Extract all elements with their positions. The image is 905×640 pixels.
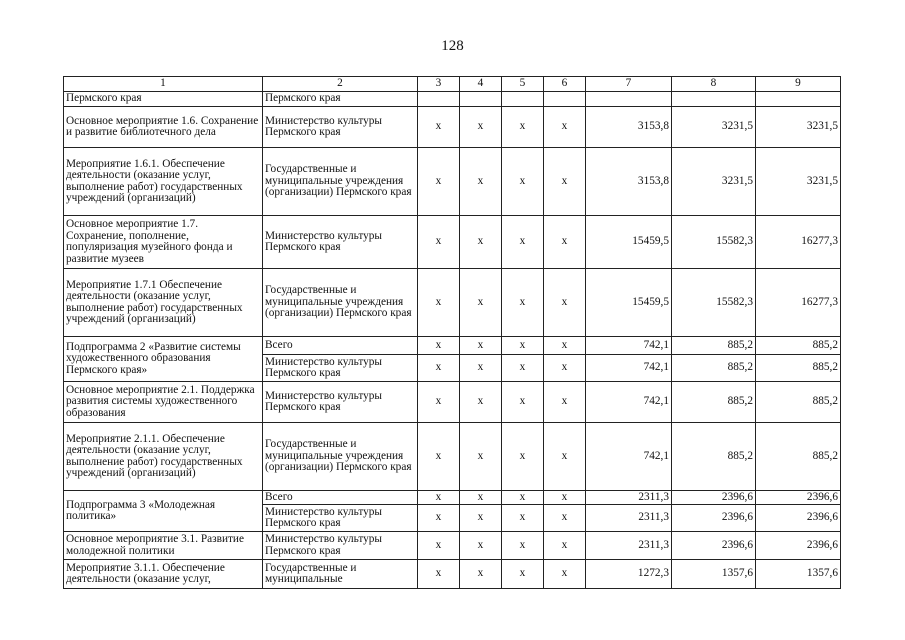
value-col8: 3231,5 — [672, 148, 756, 216]
value-col7: 1272,3 — [586, 560, 672, 589]
value-col8: 3231,5 — [672, 107, 756, 148]
col-header-3: 3 — [418, 77, 460, 92]
value-col9: 16277,3 — [756, 216, 841, 269]
mark-x: x — [460, 505, 502, 532]
budget-table — [63, 76, 841, 589]
value-col7: 742,1 — [586, 423, 672, 491]
table-row — [64, 491, 841, 505]
executor: Государственные и муниципальные учреждения (организации) Пермского края — [263, 269, 418, 337]
program-name: Основное мероприятие 1.6. Сохранение и развитие библиотечного дела — [64, 107, 263, 148]
table-row — [64, 423, 841, 491]
value-col9: 885,2 — [756, 337, 841, 355]
value-col9: 885,2 — [756, 382, 841, 423]
mark-x: x — [460, 269, 502, 337]
mark-x: x — [544, 560, 586, 589]
mark-x: x — [502, 423, 544, 491]
value-col9: 885,2 — [756, 423, 841, 491]
mark-x: x — [460, 382, 502, 423]
mark-x: x — [460, 560, 502, 589]
mark-x: x — [418, 269, 460, 337]
value-col9: 16277,3 — [756, 269, 841, 337]
table-row — [64, 532, 841, 560]
value-col7: 742,1 — [586, 382, 672, 423]
executor: Министерство культуры Пермского края — [263, 382, 418, 423]
mark-x: x — [460, 216, 502, 269]
mark-x: x — [502, 532, 544, 560]
mark-x: x — [460, 337, 502, 355]
mark-x: x — [502, 337, 544, 355]
program-name: Мероприятие 2.1.1. Обеспечение деятельности (оказание услуг, выполнение работ) государственных учреждений (организаций) — [64, 423, 263, 491]
mark-x: x — [418, 491, 460, 505]
value-col7: 742,1 — [586, 337, 672, 355]
value-col8: 2396,6 — [672, 505, 756, 532]
value-col7: 15459,5 — [586, 269, 672, 337]
mark-x: x — [544, 216, 586, 269]
mark-x: x — [418, 337, 460, 355]
col-header-4: 4 — [460, 77, 502, 92]
mark-x: x — [418, 423, 460, 491]
mark-x: x — [460, 491, 502, 505]
value-col7: 3153,8 — [586, 107, 672, 148]
mark-x: x — [502, 560, 544, 589]
mark-x: x — [544, 423, 586, 491]
page-number: 128 — [441, 38, 464, 54]
value-col8: 2396,6 — [672, 491, 756, 505]
mark-x: x — [544, 491, 586, 505]
executor: Пермского края — [263, 92, 418, 107]
program-name: Основное мероприятие 1.7. Сохранение, пополнение, популяризация музейного фонда и развитие музеев — [64, 216, 263, 269]
mark-x: x — [418, 355, 460, 382]
mark-x: x — [544, 505, 586, 532]
program-name: Подпрограмма 2 «Развитие системы художественного образования Пермского края» — [64, 337, 263, 382]
mark-x: x — [502, 148, 544, 216]
mark-x: x — [418, 107, 460, 148]
table-row — [64, 148, 841, 216]
table-row — [64, 382, 841, 423]
table-row — [64, 107, 841, 148]
executor: Всего — [263, 491, 418, 505]
program-name: Пермского края — [64, 92, 263, 107]
mark-x: x — [418, 148, 460, 216]
table-row — [64, 560, 841, 589]
mark-x: x — [544, 107, 586, 148]
value-col7: 15459,5 — [586, 216, 672, 269]
header-row — [64, 77, 841, 92]
col-header-7: 7 — [586, 77, 672, 92]
col-header-1: 1 — [64, 77, 263, 92]
mark-x: x — [502, 107, 544, 148]
col-header-6: 6 — [544, 77, 586, 92]
value-col7: 2311,3 — [586, 505, 672, 532]
executor: Государственные и муниципальные учреждения (организации) Пермского края — [263, 148, 418, 216]
mark-x: x — [418, 560, 460, 589]
mark-x: x — [460, 355, 502, 382]
mark-x: x — [544, 337, 586, 355]
value-col7: 742,1 — [586, 355, 672, 382]
value-col7: 2311,3 — [586, 532, 672, 560]
value-col8: 2396,6 — [672, 532, 756, 560]
value-col8: 885,2 — [672, 423, 756, 491]
mark-x: x — [502, 355, 544, 382]
mark-x: x — [460, 423, 502, 491]
value-col9: 3231,5 — [756, 107, 841, 148]
value-col8: 885,2 — [672, 355, 756, 382]
col-header-8: 8 — [672, 77, 756, 92]
value-col9: 2396,6 — [756, 505, 841, 532]
mark-x: x — [418, 532, 460, 560]
value-col7: 3153,8 — [586, 148, 672, 216]
executor: Министерство культуры Пермского края — [263, 355, 418, 382]
mark-x: x — [544, 148, 586, 216]
executor: Государственные и муниципальные учреждения (организации) Пермского края — [263, 423, 418, 491]
table-row — [64, 337, 841, 355]
table-row — [64, 216, 841, 269]
value-col9: 2396,6 — [756, 532, 841, 560]
value-col8: 1357,6 — [672, 560, 756, 589]
executor: Министерство культуры Пермского края — [263, 107, 418, 148]
col-header-5: 5 — [502, 77, 544, 92]
mark-x: x — [544, 532, 586, 560]
mark-x: x — [502, 505, 544, 532]
mark-x: x — [418, 382, 460, 423]
program-name: Основное мероприятие 3.1. Развитие молодежной политики — [64, 532, 263, 560]
mark-x: x — [502, 382, 544, 423]
mark-x: x — [502, 269, 544, 337]
mark-x: x — [544, 269, 586, 337]
mark-x: x — [418, 216, 460, 269]
mark-x: x — [502, 491, 544, 505]
mark-x: x — [502, 216, 544, 269]
mark-x: x — [544, 382, 586, 423]
value-col8: 885,2 — [672, 337, 756, 355]
program-name: Мероприятие 1.6.1. Обеспечение деятельности (оказание услуг, выполнение работ) государственных учреждений (организаций) — [64, 148, 263, 216]
value-col9: 1357,6 — [756, 560, 841, 589]
value-col7: 2311,3 — [586, 491, 672, 505]
program-name: Подпрограмма 3 «Молодежная политика» — [64, 491, 263, 532]
value-col9: 885,2 — [756, 355, 841, 382]
value-col8: 15582,3 — [672, 216, 756, 269]
mark-x: x — [418, 505, 460, 532]
mark-x: x — [460, 148, 502, 216]
program-name: Мероприятие 1.7.1 Обеспечение деятельности (оказание услуг, выполнение работ) государственных учреждений (организаций) — [64, 269, 263, 337]
program-name: Мероприятие 3.1.1. Обеспечение деятельности (оказание услуг, — [64, 560, 263, 589]
executor: Министерство культуры Пермского края — [263, 532, 418, 560]
program-name: Основное мероприятие 2.1. Поддержка развития системы художественного образования — [64, 382, 263, 423]
table-row — [64, 92, 841, 107]
value-col9: 3231,5 — [756, 148, 841, 216]
executor: Государственные и муниципальные — [263, 560, 418, 589]
value-col9: 2396,6 — [756, 491, 841, 505]
col-header-2: 2 — [263, 77, 418, 92]
executor: Министерство культуры Пермского края — [263, 505, 418, 532]
mark-x: x — [544, 355, 586, 382]
executor: Министерство культуры Пермского края — [263, 216, 418, 269]
col-header-9: 9 — [756, 77, 841, 92]
executor: Всего — [263, 337, 418, 355]
value-col8: 15582,3 — [672, 269, 756, 337]
value-col8: 885,2 — [672, 382, 756, 423]
mark-x: x — [460, 107, 502, 148]
table-row — [64, 269, 841, 337]
mark-x: x — [460, 532, 502, 560]
